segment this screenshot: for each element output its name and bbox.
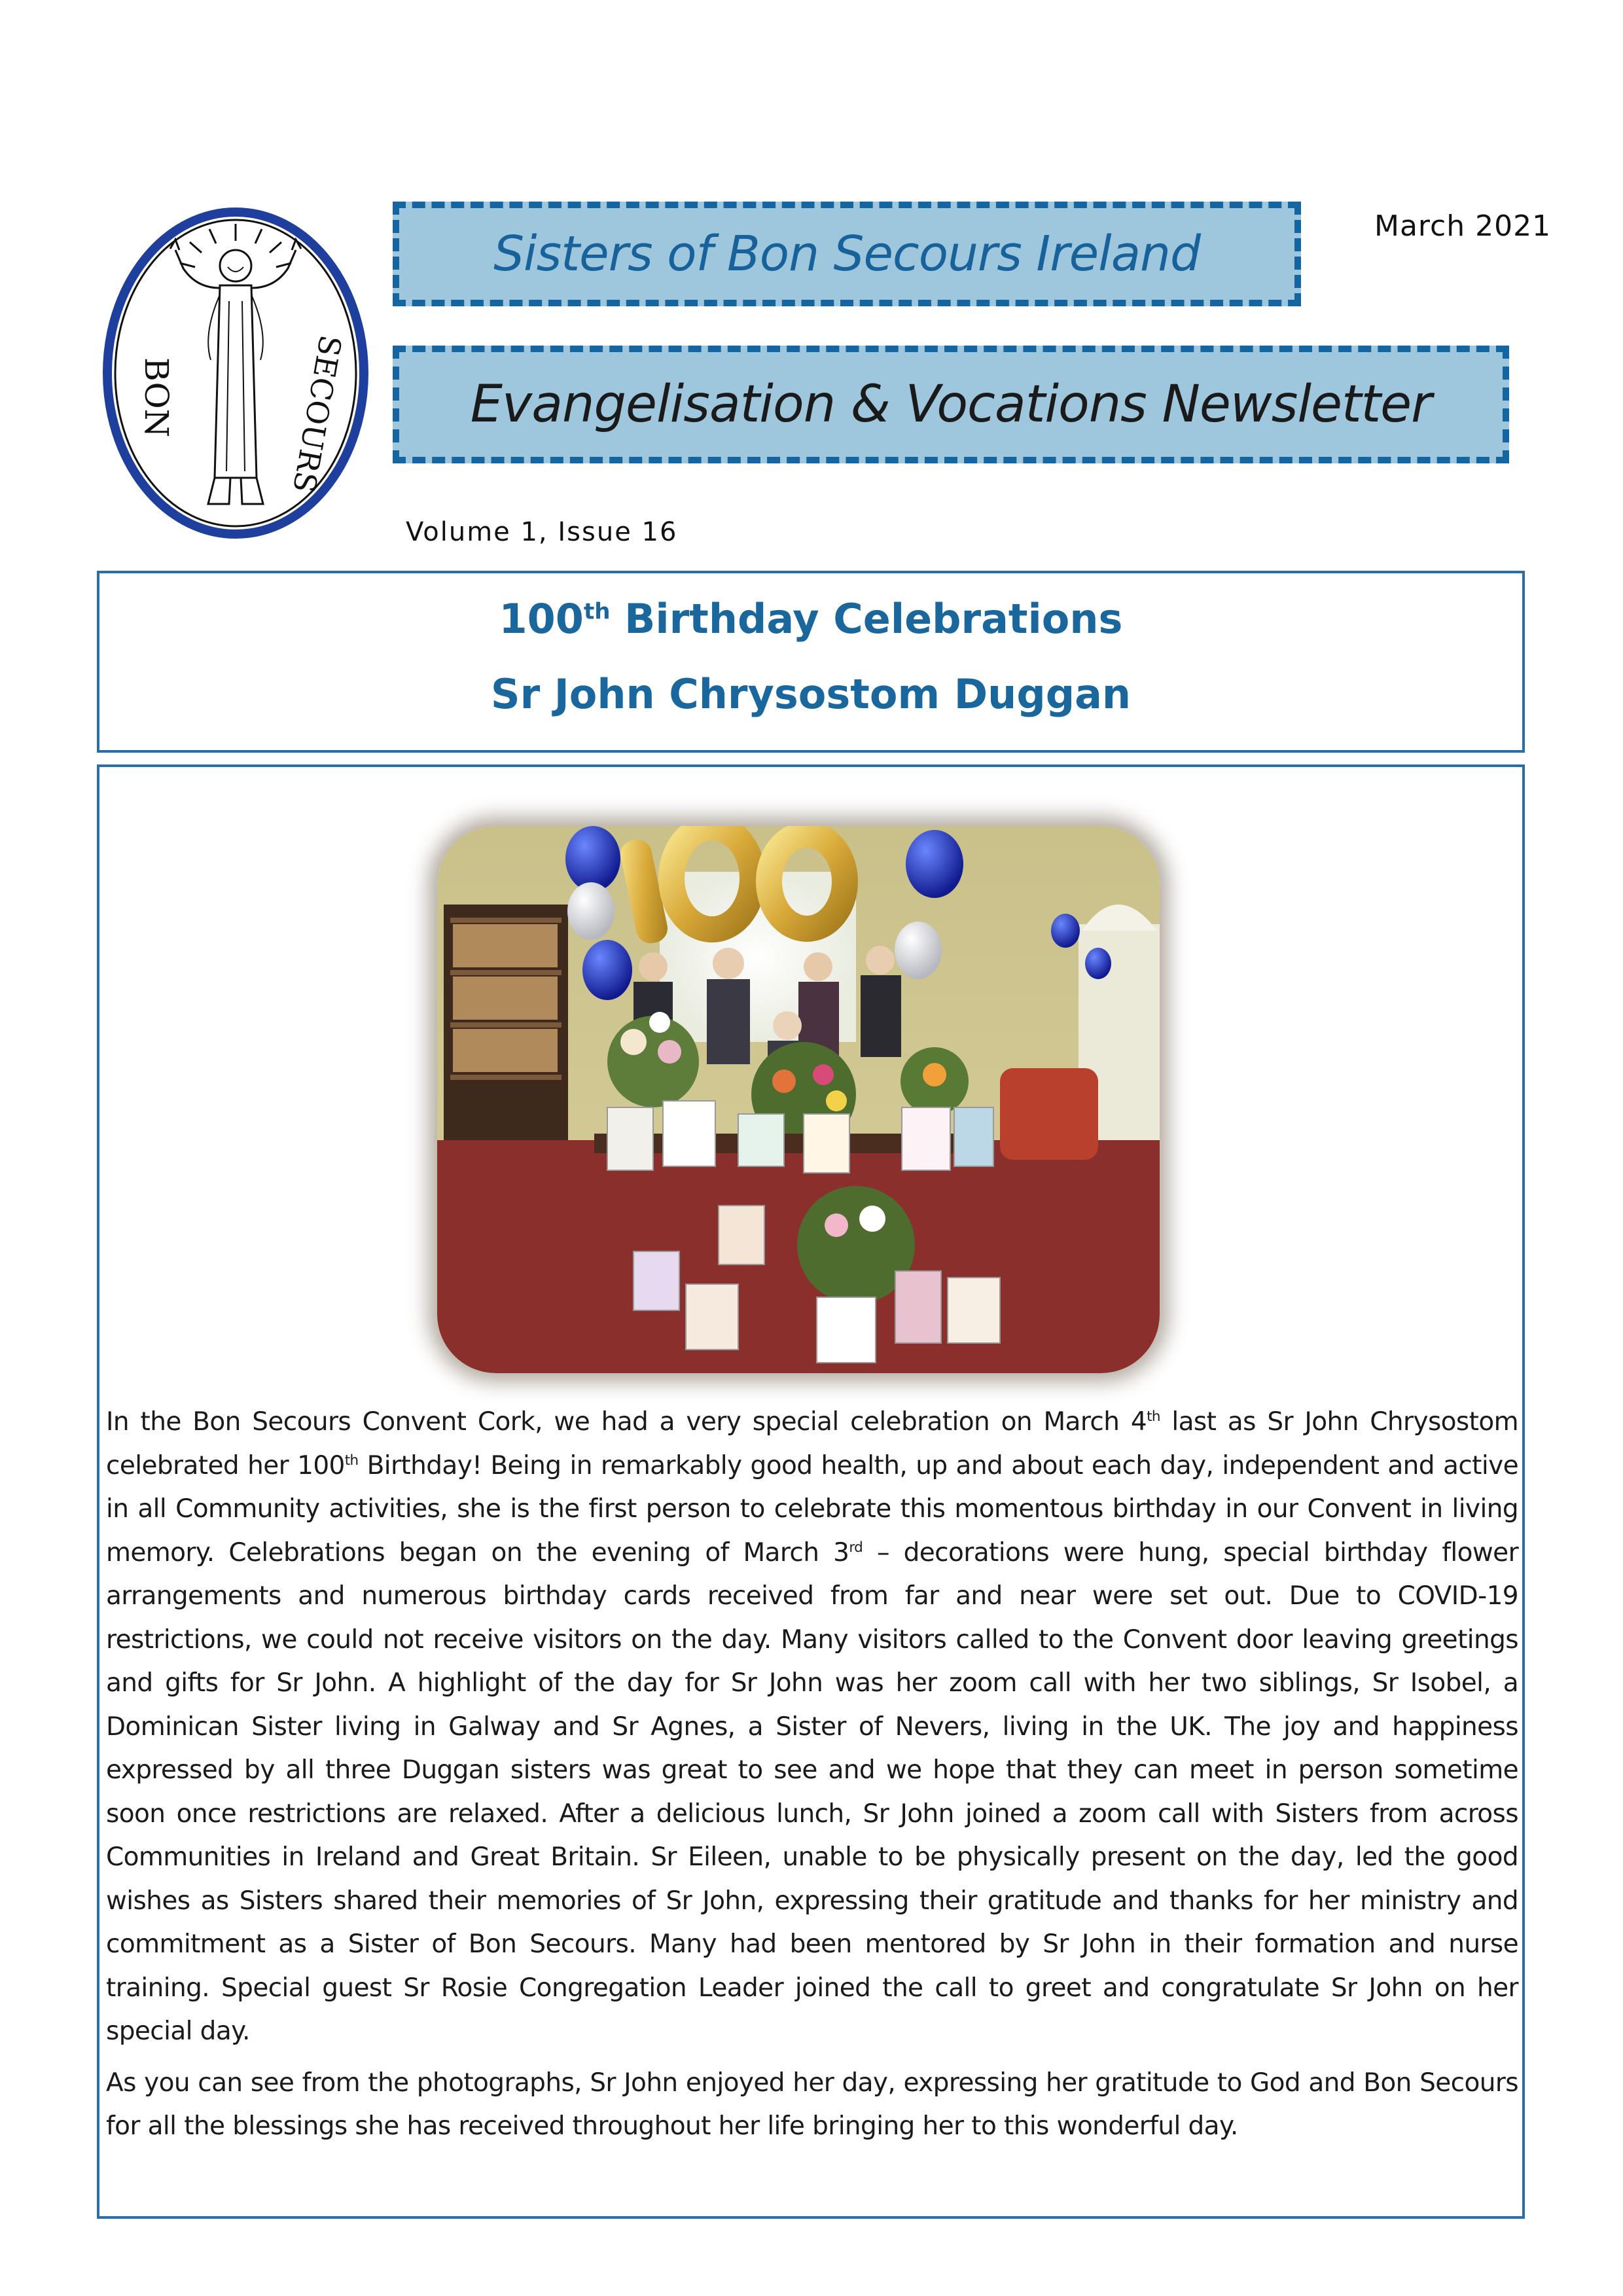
volume-issue: Volume 1, Issue 16 [406, 517, 678, 547]
p1-segment-b: last as Sr John Chrysostom celebrated her 100 [106, 1407, 1518, 1480]
article-paragraph-2: As you can see from the photographs, Sr John enjoyed her day, expressing her gratitude to God and Bon Secours for all the blessings she has received throughout her life bringing her to this wonderful day. [106, 2068, 1518, 2141]
article-heading-box [97, 571, 1525, 753]
subtitle-banner [393, 346, 1509, 463]
article-body [106, 1401, 1518, 2149]
birthday-celebration-photo [437, 826, 1160, 1373]
bon-secours-logo [98, 203, 373, 543]
p1-segment-d: – decorations were hung, special birthday flower arrangements and numerous birthday cards received from far and near were set out. Due to COVID-19 restrictions, we could not receive visitors on the day. Many visitors called to the Convent door leaving greetings and gifts for Sr John. A highlight of the day for Sr John was her zoom call with her two siblings, Sr Isobel, a Dominican Sister living in Galway and Sr Agnes, a Sister of Nevers, living in the UK. The joy and happiness expressed by all three Duggan sisters was great to see and we hope that they can meet in person sometime soon once restrictions are relaxed. After a delicious lunch, Sr John joined a zoom call with Sisters from across Communities in Ireland and Great Britain. Sr Eileen, unable to be physically present on the day, led the good wishes as Sisters shared their memories of Sr John, expressing their gratitude and thanks for her ministry and commitment as a Sister of Bon Secours. Many had been mentored by Sr John in their formation and nurse training. Special guest Sr Rosie Congregation Leader joined the call to greet and congratulate Sr John on her special day. [106, 1537, 1519, 2046]
issue-date: March 2021 [1374, 209, 1552, 243]
heading-ordinal: th [583, 598, 611, 625]
christ-figure-icon [98, 203, 373, 543]
p1-segment-c: Birthday! Being in remarkably good health, up and about each day, independent and active in all Community activities, she is the first person to celebrate this momentous birthday in our Convent in living memory. Celebrations began on the evening of March 3 [106, 1450, 1518, 1568]
logo-bon-text: BON [137, 357, 175, 438]
article-heading-line1 [99, 586, 1522, 652]
ordinal-suffix: th [1147, 1408, 1160, 1425]
heading-number: 100 [499, 595, 584, 643]
p1-segment-a: In the Bon Secours Convent Cork, we had a very special celebration on March 4 [106, 1407, 1147, 1437]
newsletter-subtitle: Evangelisation & Vocations Newsletter [470, 375, 1432, 434]
logo-secours-text: SECOURS [285, 332, 349, 495]
article-paragraph-1 [106, 1401, 1518, 2054]
ordinal-suffix: th [344, 1452, 359, 1469]
newsletter-title: Sisters of Bon Secours Ireland [493, 226, 1200, 282]
heading-text: Birthday Celebrations [610, 595, 1123, 643]
title-banner [393, 202, 1301, 306]
ordinal-suffix: rd [849, 1539, 863, 1556]
article-heading-line2: Sr John Chrysostom Duggan [490, 670, 1132, 718]
